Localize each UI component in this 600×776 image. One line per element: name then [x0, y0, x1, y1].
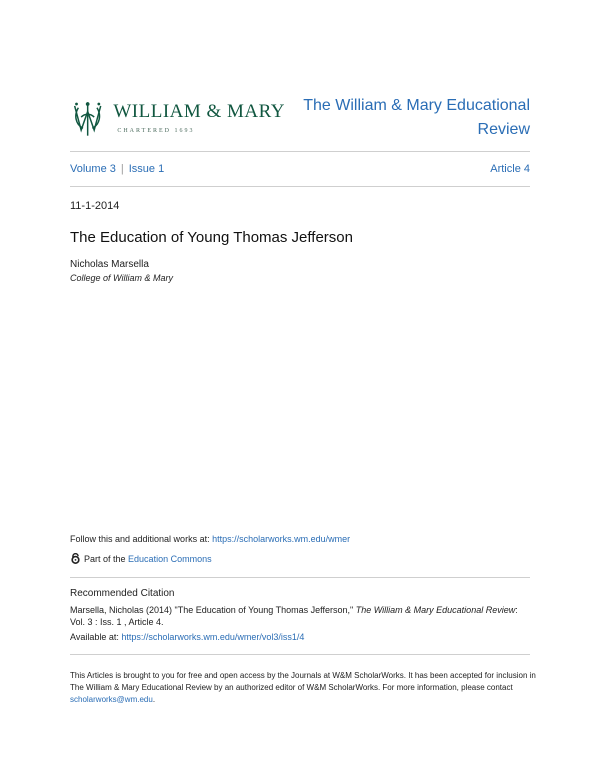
part-of-line [70, 553, 212, 564]
citation-end: : Vol. 3 : Iss. 1 , Article 4. [70, 605, 518, 627]
available-prefix: Available at: [70, 632, 122, 642]
follow-line [70, 534, 350, 544]
available-line [70, 632, 304, 642]
logo-chartered: CHARTERED 1693 [117, 128, 195, 134]
divider [70, 654, 530, 655]
citation-text [70, 604, 530, 628]
notice-end: . [152, 695, 156, 704]
logo-name: WILLIAM & MARY [113, 101, 285, 122]
author-name: Nicholas Marsella [70, 259, 149, 270]
publication-date: 11-1-2014 [70, 200, 120, 212]
divider [70, 151, 530, 152]
access-notice [70, 670, 540, 706]
article-title: The Education of Young Thomas Jefferson [70, 229, 353, 246]
citation-heading: Recommended Citation [70, 588, 175, 599]
citation-journal: The William & Mary Educational Review [355, 605, 516, 615]
divider [70, 577, 530, 578]
open-access-icon [70, 553, 81, 564]
part-of-prefix: Part of the [84, 553, 126, 564]
wm-logo [70, 96, 285, 140]
follow-url-link[interactable]: https://scholarworks.wm.edu/wmer [212, 534, 351, 544]
author-affiliation: College of William & Mary [70, 273, 173, 283]
contact-email-link[interactable]: scholarworks@wm.edu [70, 695, 153, 704]
education-commons-link[interactable]: Education Commons [128, 553, 212, 564]
cypher-logo-icon [70, 97, 105, 139]
follow-prefix: Follow this and additional works at: [70, 534, 213, 544]
separator: | [120, 163, 124, 175]
divider [70, 186, 530, 187]
journal-title[interactable]: The William & Mary Educational Review [303, 97, 530, 138]
volume-link[interactable]: Volume 3 [70, 163, 116, 175]
notice-text: This Articles is brought to you for free and open access by the Journals at W&M ScholarWorks. It has been accepted for inclusion in The William & Mary Educational Review by an authorized editor of W&M ScholarWorks. For more information, please contact [70, 671, 536, 692]
issue-row [70, 163, 530, 175]
article-link[interactable]: Article 4 [490, 163, 530, 175]
issue-link[interactable]: Issue 1 [128, 163, 165, 175]
available-url-link[interactable]: https://scholarworks.wm.edu/wmer/vol3/iss1/4 [121, 632, 305, 642]
citation-start: Marsella, Nicholas (2014) "The Education of Young Thomas Jefferson," [70, 605, 356, 615]
